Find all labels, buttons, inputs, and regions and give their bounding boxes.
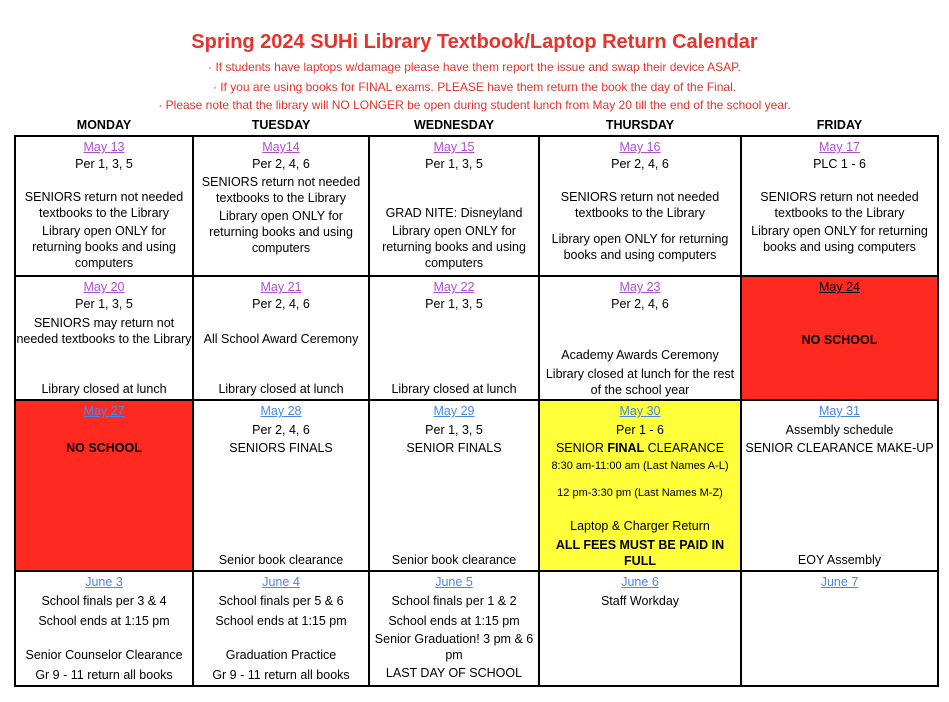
calendar-table (14, 115, 939, 687)
event-text: Graduation Practice (225, 648, 337, 662)
period-schedule: Per 1, 3, 5 (75, 297, 133, 311)
date-link[interactable]: May 31 (819, 404, 860, 418)
event-text: Senior Graduation! 3 pm & 6 pm (374, 632, 534, 662)
day-cell-june-7 (741, 571, 938, 686)
date-link[interactable]: June 5 (435, 575, 473, 589)
day-cell-june-6 (539, 571, 741, 686)
date-link[interactable]: May 21 (260, 280, 302, 294)
week-row (15, 571, 938, 686)
date-link[interactable]: May 13 (83, 140, 125, 154)
date-link[interactable]: May 16 (619, 140, 661, 154)
date-link[interactable]: May 22 (433, 280, 475, 294)
laptop-return: Laptop & Charger Return (570, 519, 710, 533)
library-note: Library open ONLY for returning books and using computers (751, 224, 928, 254)
library-note: Library closed at lunch (41, 382, 167, 396)
notice-laptop-damage: · If students have laptops w/damage please have them report the issue and swap their device ASAP. (208, 60, 741, 74)
notice-final-books: · If you are using books for FINAL exams. PLEASE have them return the book the day of the Final. (212, 80, 737, 94)
clearance-slot-m-z: 12 pm-3:30 pm (Last Names M-Z) (557, 487, 723, 499)
event-text: SENIORS may return not needed textbooks to the Library (16, 316, 192, 346)
date-link[interactable]: May14 (262, 140, 300, 154)
event-text: SENIOR FINALS (406, 441, 502, 455)
clearance-slot-a-l: 8:30 am-11:00 am (Last Names A-L) (551, 460, 729, 472)
event-text: School ends at 1:15 pm (215, 614, 347, 628)
period-schedule: Per 1, 3, 5 (425, 423, 483, 437)
day-cell-may-29 (369, 400, 539, 571)
period-schedule: Per 2, 4, 6 (611, 157, 669, 171)
event-text: SENIOR CLEARANCE MAKE-UP (745, 441, 934, 455)
library-note: Library closed at lunch for the rest of the school year (545, 367, 735, 397)
library-note: Library closed at lunch (391, 382, 517, 396)
library-note: Library open ONLY for returning books and using computers (209, 209, 353, 255)
day-cell-june-4 (193, 571, 369, 686)
period-schedule: Per 1, 3, 5 (425, 157, 483, 171)
library-note: Library open ONLY for returning books and using computers (382, 224, 526, 270)
fees-warning: ALL FEES MUST BE PAID IN FULL (555, 538, 725, 568)
weekday-tuesday: TUESDAY (193, 115, 369, 136)
day-cell-june-5 (369, 571, 539, 686)
weekday-wednesday: WEDNESDAY (369, 115, 539, 136)
event-text: SENIORS return not needed textbooks to the Library (201, 175, 361, 205)
weekday-thursday: THURSDAY (539, 115, 741, 136)
event-text: Gr 9 - 11 return all books (35, 668, 173, 682)
event-text: Senior Counselor Clearance (25, 648, 183, 662)
date-link[interactable]: May 30 (619, 404, 661, 418)
page-title: Spring 2024 SUHi Library Textbook/Laptop Return Calendar (191, 31, 758, 53)
event-text: SENIORS FINALS (229, 441, 333, 455)
day-cell-may-20 (15, 276, 193, 400)
no-school-label: NO SCHOOL (801, 333, 878, 347)
day-cell-may-13 (15, 136, 193, 276)
event-text: School ends at 1:15 pm (388, 614, 520, 628)
day-cell-may-14 (193, 136, 369, 276)
period-schedule: Per 2, 4, 6 (252, 423, 310, 437)
event-text: Gr 9 - 11 return all books (212, 668, 350, 682)
period-schedule: PLC 1 - 6 (813, 157, 866, 171)
week-row (15, 400, 938, 571)
date-link[interactable]: May 27 (83, 404, 125, 418)
event-text: LAST DAY OF SCHOOL (385, 666, 523, 680)
day-cell-may-23 (539, 276, 741, 400)
notice-library-lunch: · Please note that the library will NO LONGER be open during student lunch from May 20 till the end of the school year. (158, 98, 791, 112)
event-text: School ends at 1:15 pm (38, 614, 170, 628)
library-note: Library open ONLY for returning books and using computers (551, 232, 729, 262)
day-cell-may-31 (741, 400, 938, 571)
date-link[interactable]: May 15 (433, 140, 475, 154)
date-link[interactable]: June 3 (85, 575, 123, 589)
clearance-note: Senior book clearance (218, 553, 344, 567)
weekday-monday: MONDAY (15, 115, 193, 136)
day-cell-may-17 (741, 136, 938, 276)
weekday-friday: FRIDAY (741, 115, 938, 136)
period-schedule: Per 2, 4, 6 (252, 157, 310, 171)
event-text: School finals per 3 & 4 (41, 594, 167, 608)
date-link[interactable]: June 7 (820, 575, 859, 589)
event-text: All School Award Ceremony (203, 332, 359, 346)
event-text: School finals per 5 & 6 (218, 594, 344, 608)
day-cell-may-28 (193, 400, 369, 571)
date-link[interactable]: May 17 (819, 140, 860, 154)
day-cell-may-16 (539, 136, 741, 276)
week-row (15, 136, 938, 276)
week-row (15, 276, 938, 400)
date-link[interactable]: June 4 (262, 575, 300, 589)
event-text: SENIORS return not needed textbooks to the Library (760, 190, 919, 220)
day-cell-may-24 (741, 276, 938, 400)
day-cell-may-30 (539, 400, 741, 571)
weekday-header-row (15, 115, 938, 136)
period-schedule: Per 1, 3, 5 (425, 297, 483, 311)
day-cell-june-3 (15, 571, 193, 686)
date-link[interactable]: May 28 (260, 404, 302, 418)
date-link[interactable]: May 20 (83, 280, 125, 294)
period-schedule: Assembly schedule (785, 423, 894, 437)
period-schedule: Per 1 - 6 (616, 423, 664, 437)
event-text: SENIORS return not needed textbooks to the Library (24, 190, 184, 220)
date-link[interactable]: May 24 (819, 280, 860, 294)
date-link[interactable]: May 23 (619, 280, 661, 294)
day-cell-may-21 (193, 276, 369, 400)
day-cell-may-22 (369, 276, 539, 400)
day-cell-may-15 (369, 136, 539, 276)
final-clearance-label: SENIOR FINAL CLEARANCE (555, 441, 725, 455)
assembly-note: EOY Assembly (797, 553, 882, 567)
event-text: GRAD NITE: Disneyland (385, 206, 523, 220)
no-school-label: NO SCHOOL (66, 441, 142, 455)
event-text: Academy Awards Ceremony (561, 348, 719, 362)
library-note: Library open ONLY for returning books and using computers (32, 224, 176, 270)
period-schedule: Per 2, 4, 6 (611, 297, 669, 311)
date-link[interactable]: June 6 (621, 575, 659, 589)
event-text: SENIORS return not needed textbooks to the Library (560, 190, 720, 220)
period-schedule: Per 1, 3, 5 (75, 157, 133, 171)
event-text: Staff Workday (600, 594, 680, 608)
period-schedule: Per 2, 4, 6 (252, 297, 310, 311)
library-note: Library closed at lunch (218, 382, 344, 396)
event-text: School finals per 1 & 2 (391, 594, 517, 608)
clearance-note: Senior book clearance (391, 553, 517, 567)
date-link[interactable]: May 29 (433, 404, 475, 418)
day-cell-may-27 (15, 400, 193, 571)
